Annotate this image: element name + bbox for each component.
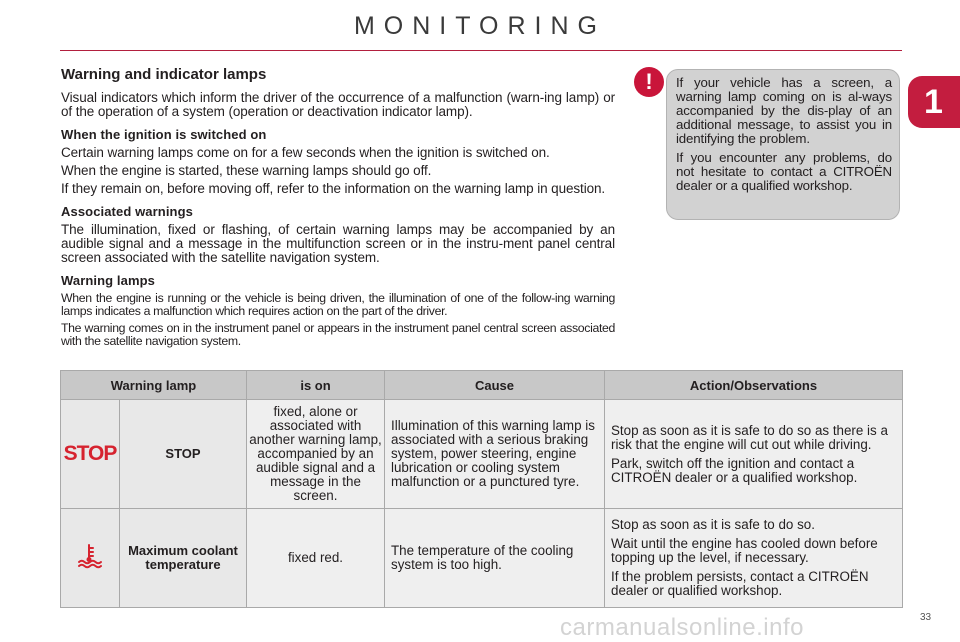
page-number: 33: [920, 612, 932, 623]
watermark: carmanualsonline.info: [560, 614, 804, 641]
intro-paragraph: Visual indicators which inform the driver of the occurrence of a malfunction (warn-ing lamp) or of the operation of a system (operation or deactivation indicator lamp).: [61, 90, 615, 119]
ignition-heading: When the ignition is switched on: [61, 127, 267, 142]
coolant-icon-cell: [61, 509, 120, 608]
table-row-stop: [61, 400, 903, 509]
info-note-paragraph-1: If your vehicle has a screen, a warning lamp coming on is al-ways accompanied by the dis-play of an additional message, to assist you in identifying the problem.: [676, 75, 892, 146]
warning-lamps-heading: Warning lamps: [61, 273, 155, 288]
action-text: Wait until the engine has cooled down before topping up the level, if necessary.: [611, 536, 878, 565]
column-header-cause: Cause: [385, 371, 605, 400]
lamp-name: STOP: [120, 400, 247, 509]
warning-lamps-paragraph-2: The warning comes on in the instrument panel or appears in the instrument panel central screen associated with the satellite navigation system.: [61, 321, 615, 348]
cause-text: Illumination of this warning lamp is associated with a serious braking system, power steering, engine lubrication or cooling system malfunction or a punctured tyre.: [385, 400, 605, 509]
action-text: If the problem persists, contact a CITROËN dealer or qualified workshop.: [611, 569, 869, 598]
ignition-paragraph-2: When the engine is started, these warning lamps should go off.: [61, 163, 432, 178]
ignition-paragraph-1: Certain warning lamps come on for a few seconds when the ignition is switched on.: [61, 145, 550, 160]
column-header-warning-lamp: Warning lamp: [61, 371, 247, 400]
table-header-row: [61, 371, 903, 400]
page-title: MONITORING: [353, 12, 607, 40]
column-header-is-on: is on: [247, 371, 385, 400]
column-header-action: Action/Observations: [605, 371, 903, 400]
exclamation-icon: !: [634, 67, 664, 97]
table-row-coolant: [61, 509, 903, 608]
is-on-text: fixed, alone or associated with another warning lamp, accompanied by an audible signal and a message in the screen.: [247, 400, 385, 509]
cause-text: The temperature of the cooling system is too high.: [385, 509, 605, 608]
info-note-box: [666, 69, 900, 220]
chapter-tab[interactable]: 1: [908, 76, 960, 128]
main-content: [61, 62, 615, 352]
stop-icon-cell: [61, 400, 120, 509]
action-text: Stop as soon as it is safe to do so as there is a risk that the engine will cut out while driving.: [611, 422, 888, 452]
action-cell: [605, 400, 903, 509]
ignition-paragraph-3: If they remain on, before moving off, refer to the information on the warning lamp in question.: [61, 181, 606, 196]
title-divider: [60, 50, 902, 51]
associated-heading: Associated warnings: [61, 204, 193, 219]
action-text: Stop as soon as it is safe to do so.: [611, 517, 815, 532]
coolant-temperature-icon: [77, 543, 103, 569]
action-cell: [605, 509, 903, 608]
warning-lamps-paragraph-1: When the engine is running or the vehicle is being driven, the illumination of one of the follow-ing warning lamps indicates a malfunction which requires action on the part of the driver.: [61, 291, 615, 318]
associated-paragraph: The illumination, fixed or flashing, of certain warning lamps may be accompanied by an audible signal and a message in the multifunction screen or in the instru-ment panel central screen associated with the satellite navigation system.: [61, 222, 615, 265]
lamp-name: Maximum coolant temperature: [120, 509, 247, 608]
is-on-text: fixed red.: [247, 509, 385, 608]
action-text: Park, switch off the ignition and contact a CITROËN dealer or a qualified workshop.: [611, 455, 858, 485]
stop-sign-icon: STOP: [63, 442, 117, 465]
section-title: Warning and indicator lamps: [61, 66, 267, 83]
warning-lamps-table: [60, 370, 902, 608]
info-note-paragraph-2: If you encounter any problems, do not hesitate to contact a CITROËN dealer or a qualified workshop.: [676, 150, 892, 193]
